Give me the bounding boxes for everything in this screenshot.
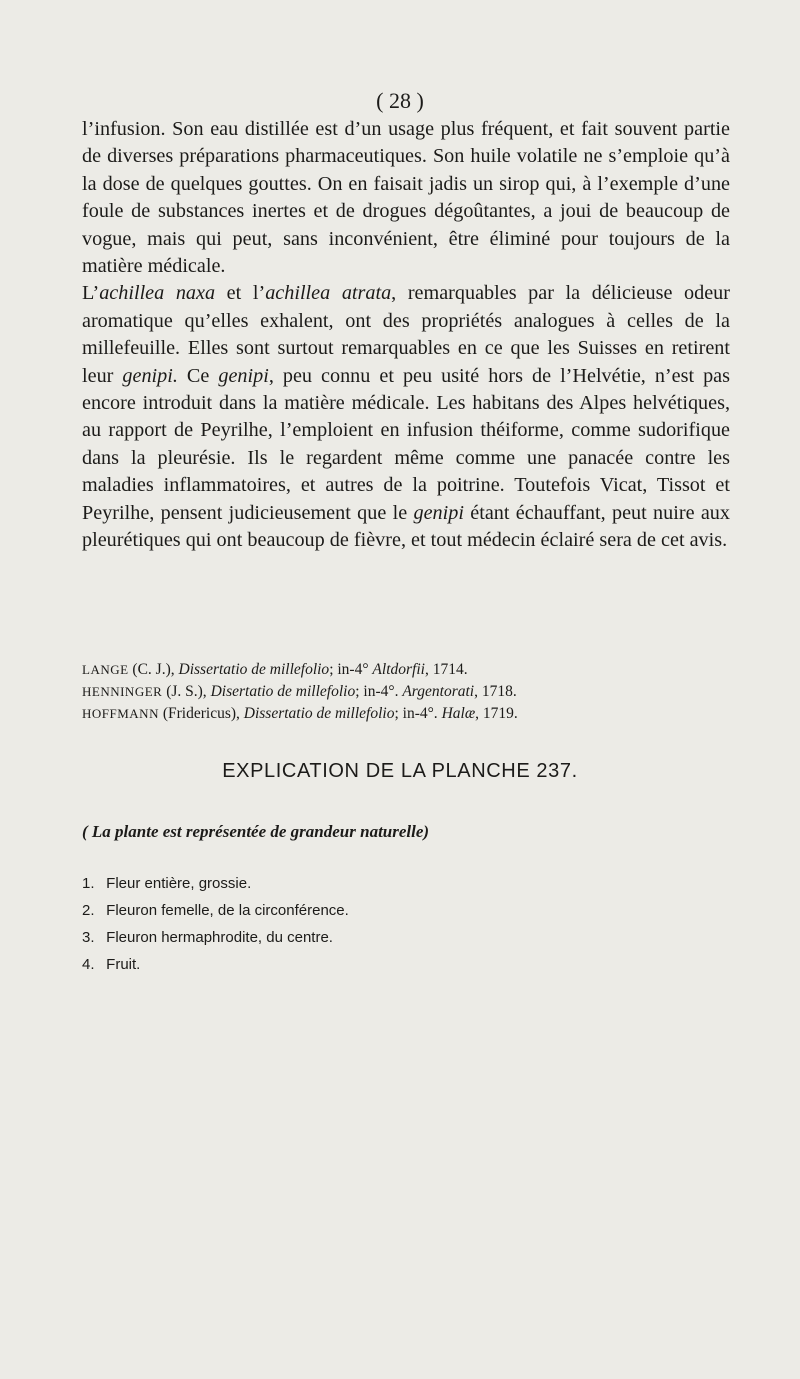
text-run: (C. J.), [128,661,179,678]
italic-text: Halæ [441,705,476,722]
italic-text: Dissertatio de millefolio [178,661,330,678]
paragraph [82,116,730,280]
text-run: Ce [177,364,219,387]
italic-text: genipi. [122,364,178,387]
text-run: L’ [82,282,100,305]
body-text [82,116,730,555]
italic-text: Argentorati [402,683,475,700]
item-number: 4. [82,956,95,973]
author-name: LANGE [82,662,129,677]
list-item [82,924,349,951]
text-run: ; in-4°. [394,705,442,722]
italic-text: achillea atrata [265,282,392,305]
paragraph [82,280,730,554]
text-run: , remarquables par la délicieuse odeur aromatique qu’elles exhalent, ont des propriétés analogues à celles de la millefeuille. Elles sont surtout remarquables en ce que les Suisses en retirent leur [82,282,730,387]
text-run: , 1719. [475,705,518,722]
text-run: étant échauffant, peut nuire aux pleurétiques qui ont beaucoup de fièvre, et tout médecin éclairé sera de cet avis. [82,501,730,552]
text-run: , peu connu et peu usité hors de l’Helvétie, n’est pas encore introduit dans la matière médicale. Les habitans des Alpes helvétiques, au rapport de Peyrilhe, l’emploient en infusion théiforme, comme sudorifique dans la pleurésie. Ils le regardent même comme une panacée contre les maladies inflammatoires, et autres de la poitrine. Toutefois Vicat, Tissot et Peyrilhe, pensent judicieusement que le [82,364,730,524]
text-run: ; in-4°. [355,683,403,700]
bibliography [82,659,742,725]
page-number: ( 28 ) [376,88,424,113]
list-item [82,870,349,897]
italic-text: Dissertatio de millefolio [243,705,395,722]
reference-entry [82,703,742,725]
text-run: , 1718. [474,683,517,700]
italic-text: Altdorfii [372,661,425,678]
list-item [82,951,349,978]
section-title: EXPLICATION DE LA PLANCHE 237. [222,760,578,782]
text-run: , 1714. [424,661,468,678]
italic-text: genipi [218,364,269,387]
reference-entry [82,659,742,681]
text-run: (J. S.), [162,683,211,700]
item-number: 2. [82,902,95,919]
text-run: l’infusion. Son eau distillée est d’un usage plus fréquent, et fait souvent partie de diverses préparations pharmaceutiques. Son huile volatile ne s’emploie qu’à la dose de quelques gouttes. On en faisait jadis un sirop qui, à l’exemple d’une foule de substances inertes et de drogues dégoûtantes, a joui de beaucoup de vogue, mais qui peut, sans inconvénient, être éliminé pour toujours de la matière médicale. [82,118,730,278]
item-text: Fleuron femelle, de la circonférence. [106,902,349,919]
plate-explanation-list [82,870,349,978]
reference-entry [82,681,742,703]
text-run: (Fridericus), [158,705,244,722]
item-number: 3. [82,929,95,946]
italic-text: genipi [413,501,464,524]
text-run: ; in-4° [329,661,373,678]
item-text: Fruit. [106,956,141,973]
author-name: HENNINGER [82,684,163,699]
italic-text: achillea naxa [99,282,216,305]
author-name: HOFFMANN [82,706,159,721]
text-run: et l’ [215,282,266,305]
item-number: 1. [82,875,95,892]
item-text: Fleur entière, grossie. [106,875,252,892]
list-item [82,897,349,924]
plate-subtitle: ( La plante est représentée de grandeur naturelle) [82,822,430,841]
italic-text: Disertatio de millefolio [210,683,356,700]
item-text: Fleuron hermaphrodite, du centre. [106,929,333,946]
